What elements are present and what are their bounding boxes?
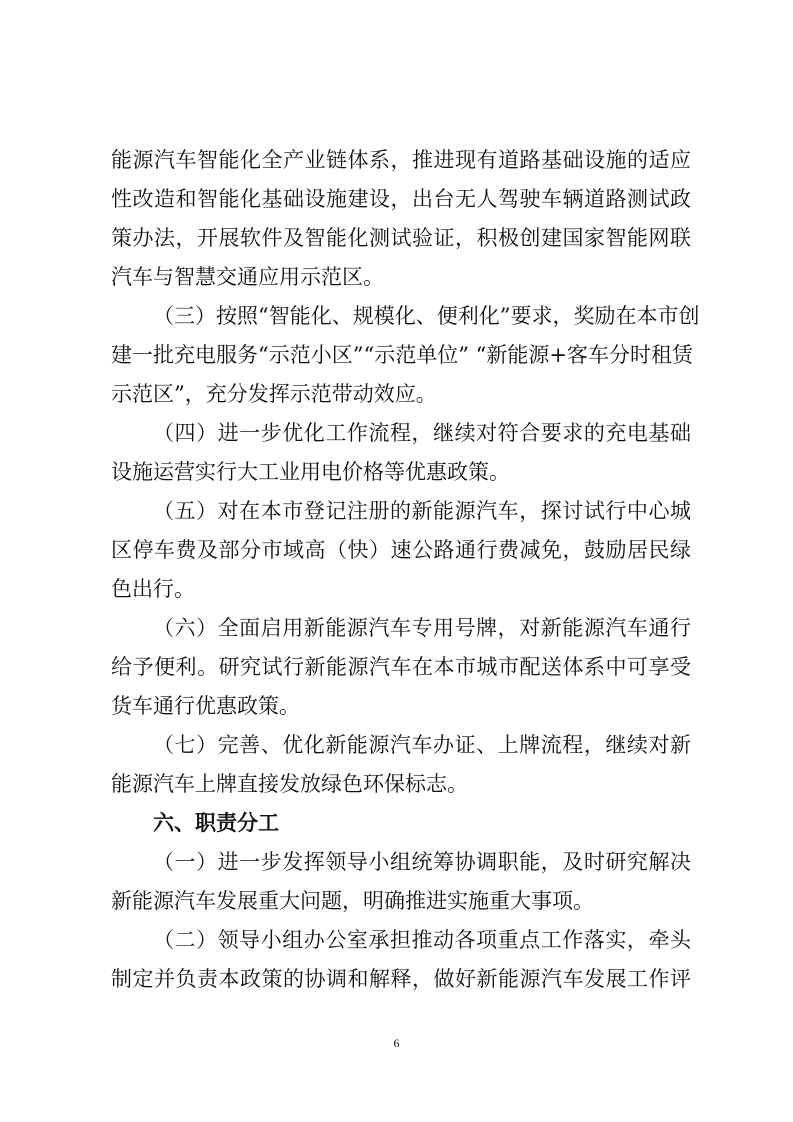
- paragraph-line: （四）进一步优化工作流程，继续对符合要求的充电基础: [153, 421, 691, 445]
- paragraph-line: 色出行。: [111, 577, 195, 601]
- paragraph-line: （二）领导小组办公室承担推动各项重点工作落实，牵头: [153, 928, 691, 952]
- page-number: 6: [393, 1036, 400, 1050]
- paragraph-line: 货车通行优惠政策。: [111, 694, 300, 718]
- paragraph-line: 制定并负责本政策的协调和解释，做好新能源汽车发展工作评: [111, 967, 691, 991]
- paragraph-line: （六）全面启用新能源汽车专用号牌，对新能源汽车通行: [153, 616, 691, 640]
- paragraph-line: 设施运营实行大工业用电价格等优惠政策。: [111, 460, 510, 484]
- paragraph-line: 新能源汽车发展重大问题，明确推进实施重大事项。: [111, 889, 594, 913]
- paragraph-line: 建一批充电服务“示范小区”“示范单位” “新能源+客车分时租赁: [111, 343, 693, 367]
- paragraph-line: 性改造和智能化基础设施建设，出台无人驾驶车辆道路测试政: [111, 187, 691, 211]
- paragraph-line: 策办法，开展软件及智能化测试验证，积极创建国家智能网联: [111, 226, 691, 250]
- paragraph-line: 能源汽车智能化全产业链体系，推进现有道路基础设施的适应: [111, 148, 691, 172]
- paragraph-line: （五）对在本市登记注册的新能源汽车，探讨试行中心城: [153, 499, 691, 523]
- paragraph-line: 示范区”，充分发挥示范带动效应。: [111, 382, 437, 406]
- paragraph-line: 区停车费及部分市域高（快）速公路通行费减免，鼓励居民绿: [111, 538, 691, 562]
- paragraph-line: 汽车与智慧交通应用示范区。: [111, 265, 384, 289]
- paragraph-line: 能源汽车上牌直接发放绿色环保标志。: [111, 772, 468, 796]
- paragraph-line: 给予便利。研究试行新能源汽车在本市城市配送体系中可享受: [111, 655, 691, 679]
- paragraph-line: （一）进一步发挥领导小组统筹协调职能，及时研究解决: [153, 850, 691, 874]
- paragraph-line: （三）按照“智能化、规模化、便利化”要求，奖励在本市创: [153, 304, 700, 328]
- paragraph-line: （七）完善、优化新能源汽车办证、上牌流程，继续对新: [153, 733, 691, 757]
- section-heading: 六、职责分工: [153, 811, 279, 835]
